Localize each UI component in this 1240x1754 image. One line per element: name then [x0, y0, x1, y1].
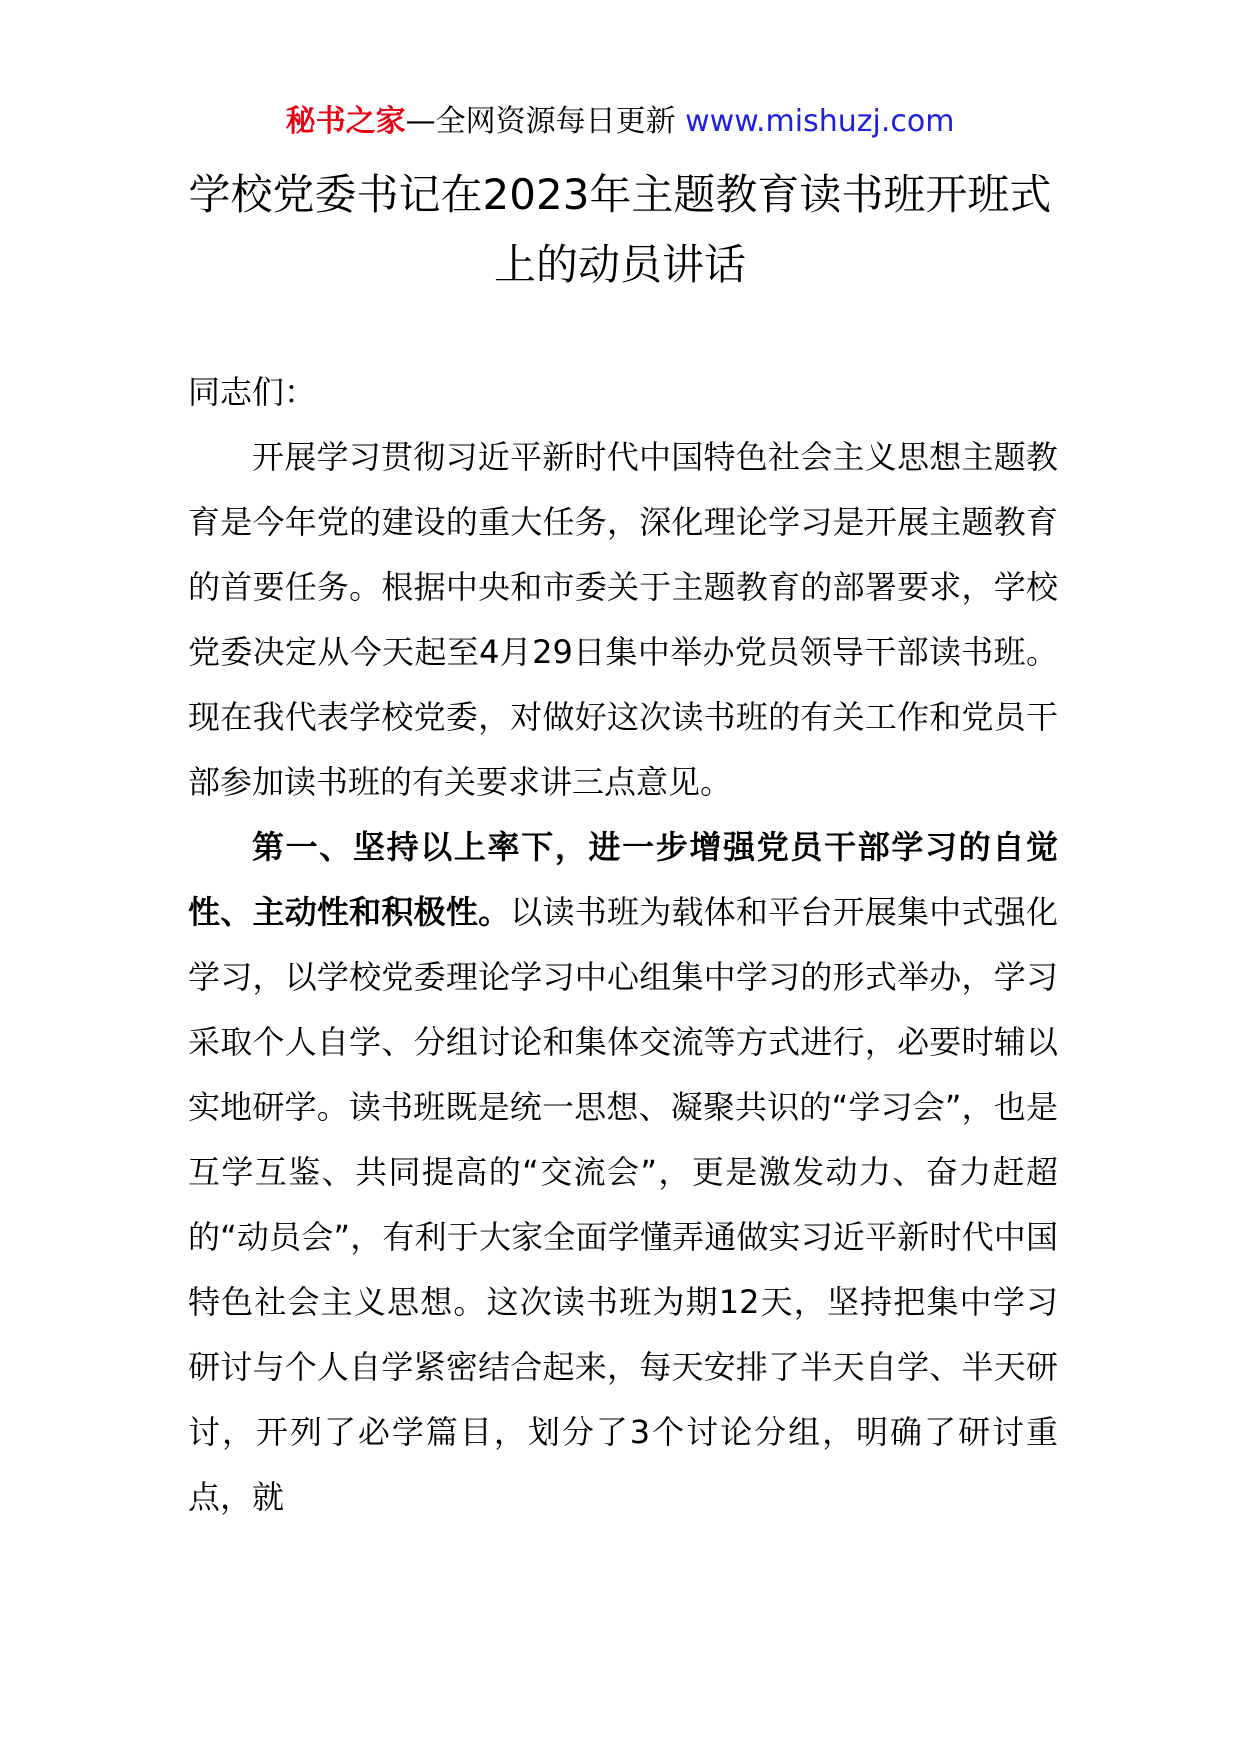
site-url-link[interactable]: www.mishuzj.com: [685, 104, 955, 139]
paragraph-point-one: [188, 815, 1058, 1530]
document-body: [188, 360, 1058, 1530]
paragraph-lead-heading: 第一、坚持以上率下，进一步增强党员干部学习的自觉性、主动性和积极性。: [188, 828, 1058, 931]
header-tagline: —全网资源每日更新: [405, 104, 676, 139]
brand-name: 秘书之家: [285, 104, 406, 139]
watermark-header: [0, 100, 1240, 144]
document-title: 学校党委书记在2023年主题教育读书班开班式上的动员讲话: [188, 170, 1052, 289]
paragraph-text: 开展学习贯彻习近平新时代中国特色社会主义思想主题教育是今年党的建设的重大任务，深化理论学习是开展主题教育的首要任务。根据中央和市委关于主题教育的部署要求，学校党委决定从今天起至4月29日集中举办党员领导干部读书班。现在我代表学校党委，对做好这次读书班的有关工作和党员干部参加读书班的有关要求讲三点意见。: [188, 438, 1058, 801]
paragraph-text: 以读书班为载体和平台开展集中式强化学习，以学校党委理论学习中心组集中学习的形式举办，学习采取个人自学、分组讨论和集体交流等方式进行，必要时辅以实地研学。读书班既是统一思想、凝聚共识的“学习会”，也是互学互鉴、共同提高的“交流会”，更是激发动力、奋力赶超的“动员会”，有利于大家全面学懂弄通做实习近平新时代中国特色社会主义思想。这次读书班为期12天，坚持把集中学习研讨与个人自学紧密结合起来，每天安排了半天自学、半天研讨，开列了必学篇目，划分了3个讨论分组，明确了研讨重点，就: [188, 893, 1058, 1516]
paragraph-intro: [188, 425, 1058, 815]
salutation: 同志们：: [188, 373, 317, 411]
